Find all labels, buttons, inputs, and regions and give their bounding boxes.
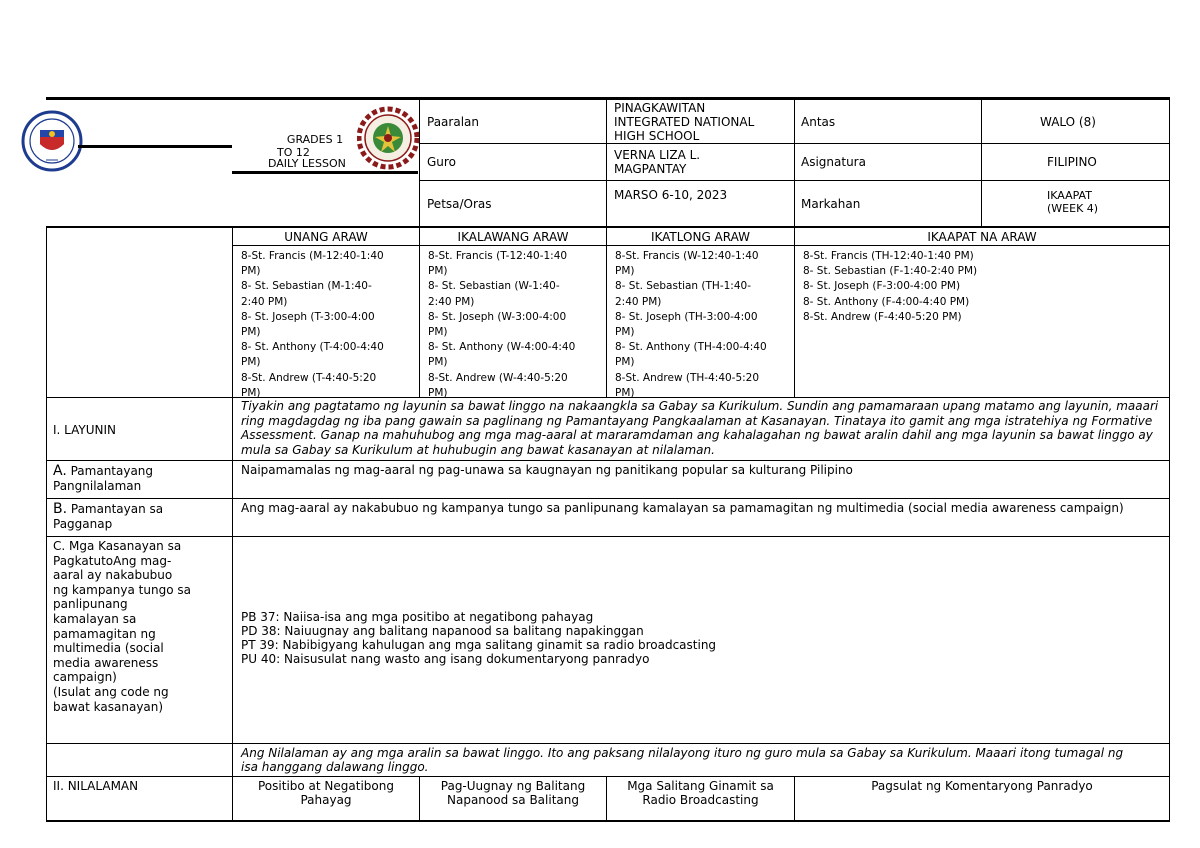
header-col-line-3 [794,97,795,226]
nilalaman-day1: Positibo at Negatibong Pahayag [258,779,394,807]
markahan-value: IKAAPAT (WEEK 4) [1047,189,1099,215]
note-row-line [46,776,1170,777]
school-seal-icon [357,106,419,170]
day2-header: IKALAWANG ARAW [457,230,569,244]
layunin-text: Tiyakin ang pagtatamo ng layunin sa bawat linggo na nakaangkla sa Gabay sa Kurikulum. Sundin ang pamamaraan upang matamo ang layunin, maaari ring magdagdag ng iba pang gawain sa paglinang ng Pamantayang Pangkaalaman at Kasanayan. Tinataya ito gamit ang mga istratehiya ng Formative Assessment. Ganap na mahuhubog ang mga mag-aaral at mararamdaman ang kahalagahan ng bawat aralin dahil ang mga layunin sa bawat linggo ay mula sa Gabay sa Kurikulum at huhubugin ang bawat kasanayan at nilalaman. [241,399,1159,457]
day3-header: IKATLONG ARAW [650,230,751,244]
day2-schedule: 8-St. Francis (T-12:40-1:40 PM) 8- St. Sebastian (W-1:40- 2:40 PM) 8- St. Joseph (W-3:00-4:00 PM) 8- St. Anthony (W-4:00-4:40 PM) 8-St. Andrew (W-4:40-5:20 PM) [428,250,576,399]
nilalaman-day3: Mga Salitang Ginamit sa Radio Broadcasting [627,779,774,807]
kasanayan-row-line [46,743,1170,744]
pagganap-text: Ang mag-aaral ay nakabubuo ng kampanya tungo sa panlipunang kamalayan sa pamamagitan ng multimedia (social media awareness campaign) [241,501,1124,515]
pamantayang-letter: A. [53,463,67,479]
pagganap-label-text: Pamantayan sa Pagganap [53,502,164,531]
schedule-row-line [46,397,1170,398]
day-col-line-1a [419,226,420,397]
guro-value: VERNA LIZA L. MAGPANTAY [614,148,701,176]
day-col-line-2a [606,226,607,397]
day4-schedule: 8-St. Francis (TH-12:40-1:40 PM) 8- St. Sebastian (F-1:40-2:40 PM) 8- St. Joseph (F-3:00-4:00 PM) 8- St. Anthony (F-4:00-4:40 PM) 8-St. Andrew (F-4:40-5:20 PM) [803,250,978,323]
day3-schedule: 8-St. Francis (W-12:40-1:40 PM) 8- St. Sebastian (TH-1:40- 2:40 PM) 8- St. Joseph (TH-3:00-4:00 PM) 8- St. Anthony (TH-4:00-4:40 PM) 8-St. Andrew (TH-4:40-5:20 PM) [615,250,767,399]
antas-value: WALO (8) [1040,114,1096,129]
layunin-row-line [46,460,1170,461]
pamantayang-text: Naipamamalas ng mag-aaral ng pag-unawa sa kaugnayan ng panitikang popular sa kulturang Pilipino [241,463,853,477]
table-right-border [1169,226,1170,820]
header-col-line-2 [606,97,607,226]
paaralan-label: Paaralan [427,114,479,129]
day-header-row-line [232,245,1169,246]
header-col-line-1 [419,97,420,226]
pamantayang-label-text: Pamantayang Pangnilalaman [53,464,154,493]
table-bottom-border [46,820,1170,822]
header-col-line-4 [981,97,982,226]
header-top-border [46,97,1170,100]
guro-label: Guro [427,155,456,169]
nilalaman-note: Ang Nilalaman ay ang mga aralin sa bawat linggo. Ito ang paksang nilalayong ituro ng guro mula sa Gabay sa Kurikulum. Maaari itong tumagal ng isa hanggang dalawang linggo. [241,746,1124,774]
table-left-border [46,226,47,820]
day-col-line-3a [794,226,795,397]
layunin-label: I. LAYUNIN [53,423,117,437]
nilalaman-day4: Pagsulat ng Komentaryong Panradyo [871,779,1093,793]
header-right-border [1169,97,1170,226]
grades-line2: TO 12 [277,146,310,159]
day4-header: IKAAPAT NA ARAW [927,230,1037,244]
day1-header: UNANG ARAW [284,230,368,244]
grades-line1: GRADES 1 [286,133,344,146]
logo-bar-right [232,171,418,174]
petsa-label: Petsa/Oras [427,196,492,211]
petsa-value: MARSO 6-10, 2023 [614,188,728,202]
table-top-border [46,226,1170,228]
pagganap-row-line [46,536,1170,537]
asignatura-value: FILIPINO [1047,155,1097,169]
pagganap-label [53,502,229,532]
kasanayan-text: PB 37: Naiisa-isa ang mga positibo at negatibong pahayag PD 38: Naiuugnay ang balitang napanood sa balitang napakinggan PT 39: Nabibigyang kahulugan ang mga salitang ginamit sa radio broadcasting PU 40: Naisusulat nang wasto ang isang dokumentaryong panradyo [241,610,717,666]
antas-label: Antas [801,114,836,129]
nilalaman-label: II. NILALAMAN [53,779,139,793]
day1-schedule: 8-St. Francis (M-12:40-1:40 PM) 8- St. Sebastian (M-1:40- 2:40 PM) 8- St. Joseph (T-3:00-4:00 PM) 8- St. Anthony (T-4:00-4:40 PM) 8-St. Andrew (T-4:40-5:20 PM) [241,250,384,399]
markahan-label: Markahan [801,196,861,211]
grades-label [270,133,360,146]
pagganap-letter: B. [53,501,68,517]
pamantayang-row-line [46,498,1170,499]
asignatura-label: Asignatura [801,155,866,169]
logo-bar-left [78,145,232,148]
pamantayang-label [53,464,229,494]
nilalaman-day2: Pag-Uugnay ng Balitang Napanood sa Balitang [440,779,586,807]
kasanayan-label: C. Mga Kasanayan sa PagkatutoAng mag- aaral ay nakabubuo ng kampanya tungo sa panlipunang kamalayan sa pamamagitan ng multimedia (social media awareness campaign) (Isulat ang code ng bawat kasanayan) [53,539,191,714]
label-col-divider [232,226,233,820]
grades-line3: DAILY LESSON [268,157,346,170]
deped-seal-icon [20,110,84,172]
paaralan-value: PINAGKAWITAN INTEGRATED NATIONAL HIGH SCHOOL [614,100,755,143]
